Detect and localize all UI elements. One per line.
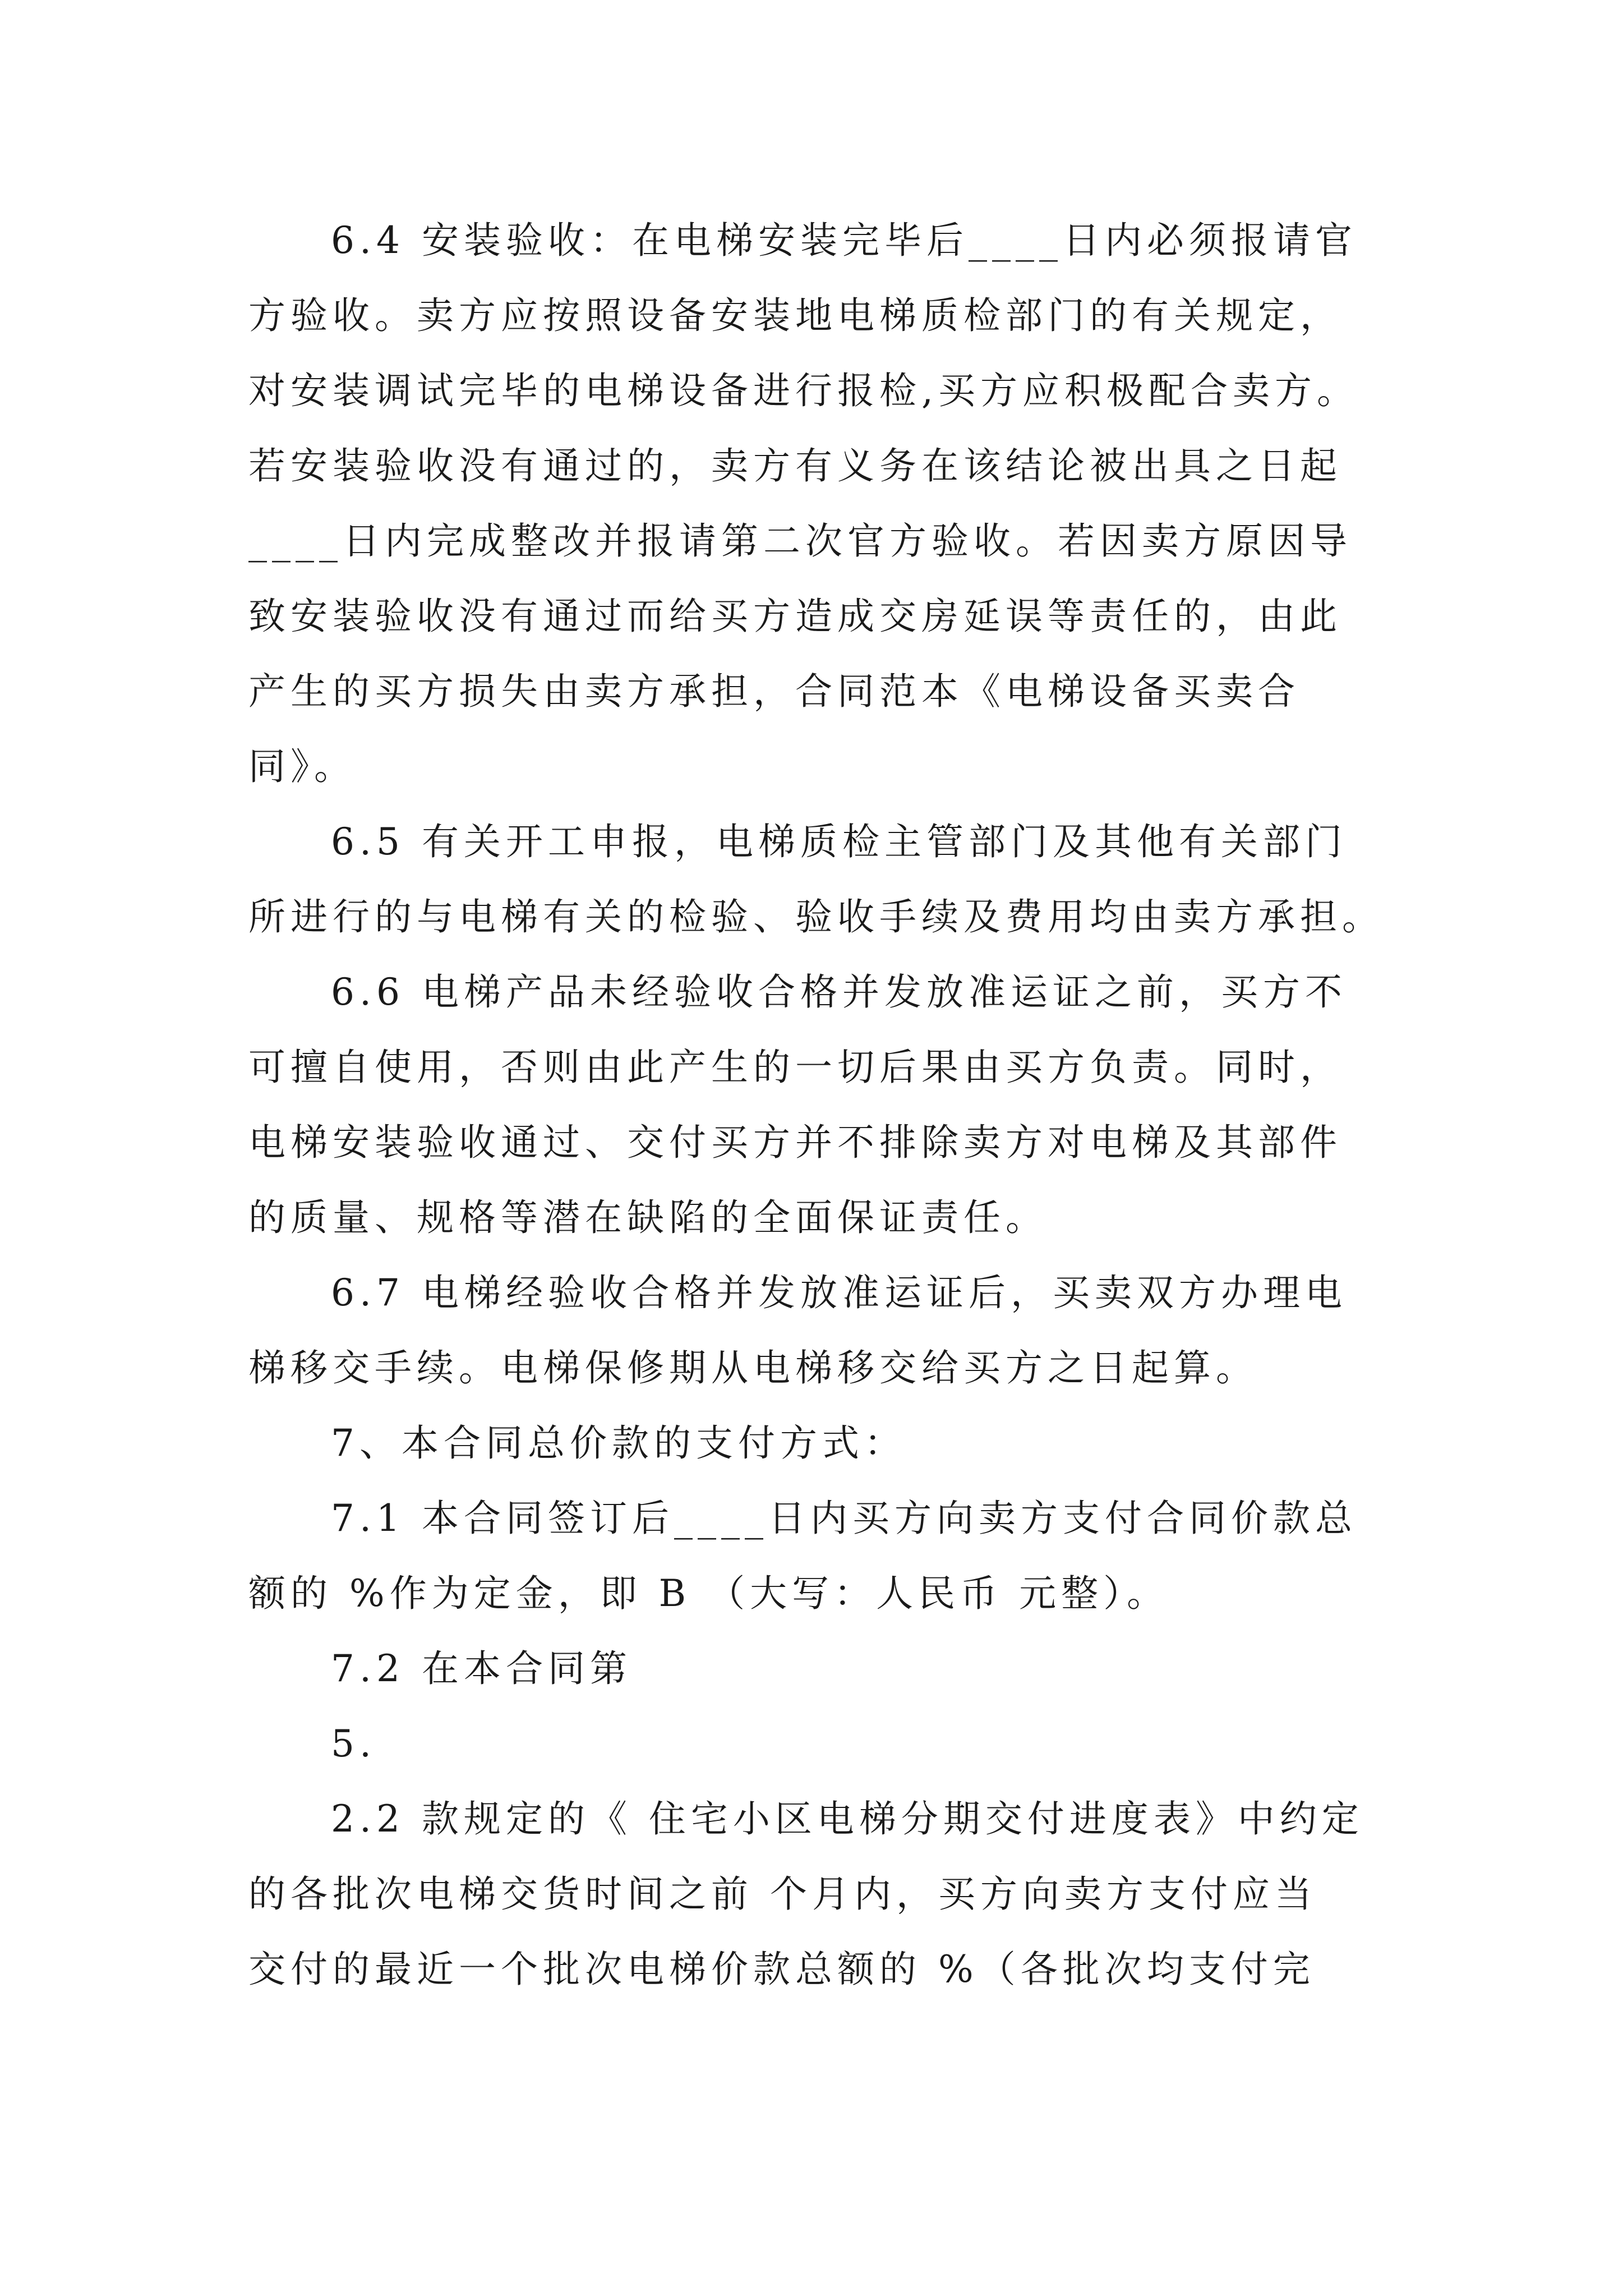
text-line: 的质量、规格等潜在缺陷的全面保证责任。 <box>248 1196 1048 1239</box>
text-line: 同》。 <box>248 745 356 788</box>
text-line: 的各批次电梯交货时间之前 个月内，买方向卖方支付应当 <box>248 1872 1317 1916</box>
text-line: ____日内完成整改并报请第二次官方验收。若因卖方原因导 <box>248 519 1352 563</box>
text-line: 2.2 款规定的《 住宅小区电梯分期交付进度表》中约定 <box>331 1797 1364 1841</box>
text-line: 7.1 本合同签订后____日内买方向卖方支付合同价款总 <box>331 1497 1357 1540</box>
text-line: 产生的买方损失由卖方承担，合同范本《电梯设备买卖合 <box>248 670 1300 713</box>
text-line: 致安装验收没有通过而给买方造成交房延误等责任的，由此 <box>248 595 1342 638</box>
text-line: 梯移交手续。电梯保修期从电梯移交给买方之日起算。 <box>248 1346 1258 1389</box>
text-line: 6.4 安装验收：在电梯安装完毕后____日内必须报请官 <box>331 219 1357 262</box>
section-heading: 7、本合同总价款的支付方式： <box>331 1421 906 1465</box>
text-line: 若安装验收没有通过的，卖方有义务在该结论被出具之日起 <box>248 444 1342 487</box>
text-line: 6.7 电梯经验收合格并发放准运证后，买卖双方办理电 <box>331 1271 1347 1314</box>
text-line: 7.2 在本合同第 <box>331 1647 632 1690</box>
text-line: 额的 %作为定金，即 B （大写：人民币 元整）。 <box>248 1572 1169 1615</box>
text-line: 5. <box>331 1722 376 1765</box>
text-line: 对安装调试完毕的电梯设备进行报检,买方应积极配合卖方。 <box>248 369 1359 412</box>
text-line: 方验收。卖方应按照设备安装地电梯质检部门的有关规定， <box>248 294 1342 337</box>
text-line: 可擅自使用，否则由此产生的一切后果由买方负责。同时， <box>248 1046 1342 1089</box>
text-line: 所进行的与电梯有关的检验、验收手续及费用均由卖方承担。 <box>248 895 1384 938</box>
text-line: 6.5 有关开工申报，电梯质检主管部门及其他有关部门 <box>331 820 1347 863</box>
text-line: 交付的最近一个批次电梯价款总额的 %（各批次均支付完 <box>248 1948 1315 1991</box>
text-line: 6.6 电梯产品未经验收合格并发放准运证之前，买方不 <box>331 970 1347 1014</box>
text-line: 电梯安装验收通过、交付买方并不排除卖方对电梯及其部件 <box>248 1121 1342 1164</box>
